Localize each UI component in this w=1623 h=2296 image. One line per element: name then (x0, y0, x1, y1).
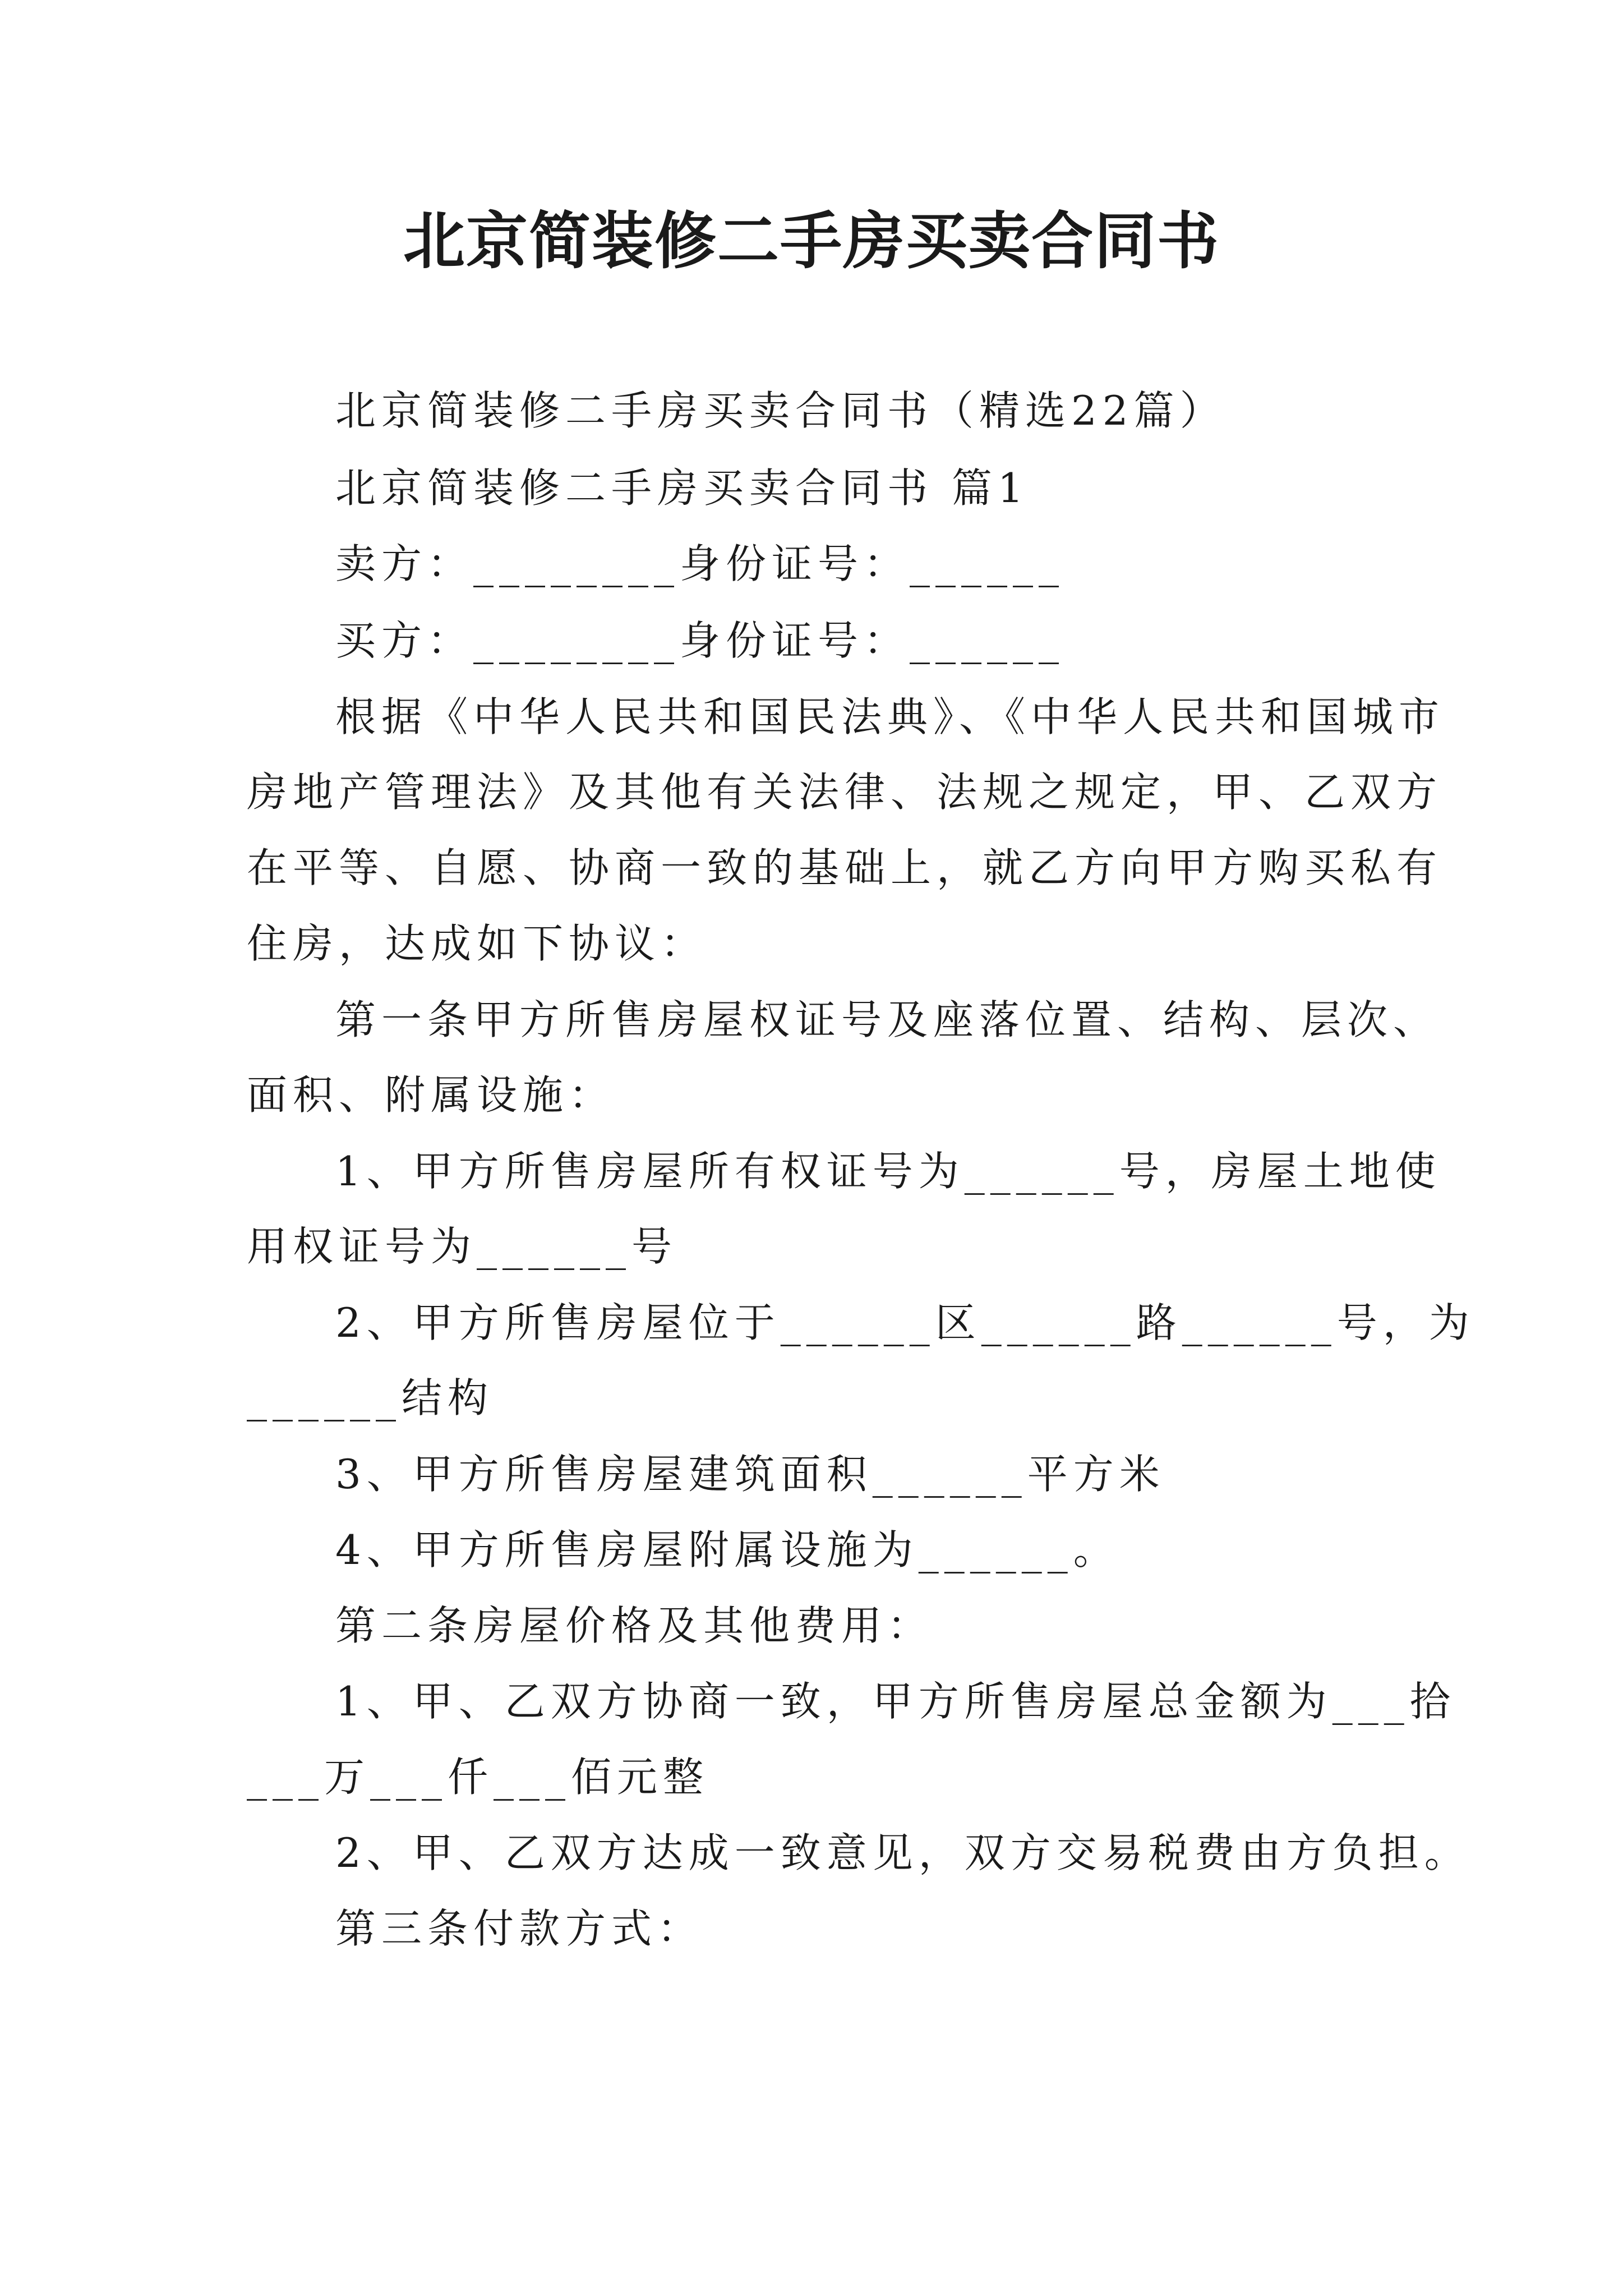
paragraph-line: 住房，达成如下协议： (247, 920, 707, 967)
section-heading: 北京简装修二手房买卖合同书 篇1 (335, 464, 1029, 512)
clause-line: 2、甲、乙双方达成一致意见，双方交易税费由方负担。 (335, 1829, 1470, 1876)
document-title: 北京简装修二手房买卖合同书 (403, 205, 1220, 277)
paragraph-line: 房地产管理法》及其他有关法律、法规之规定，甲、乙双方 (247, 769, 1443, 816)
article-heading: 第三条付款方式： (335, 1905, 704, 1952)
seller-line: 卖方：________身份证号：______ (335, 540, 1065, 587)
clause-line: 2、甲方所售房屋位于______区______路______号，为 (335, 1299, 1475, 1346)
document-subtitle: 北京简装修二手房买卖合同书（精选22篇） (335, 387, 1226, 434)
clause-line: 1、甲、乙双方协商一致，甲方所售房屋总金额为___拾 (335, 1678, 1456, 1725)
clause-line: 用权证号为______号 (247, 1223, 678, 1270)
clause-line: ___万___仟___佰元整 (247, 1754, 709, 1801)
clause-line: 3、甲方所售房屋建筑面积______平方米 (335, 1451, 1165, 1498)
paragraph-line: 在平等、自愿、协商一致的基础上，就乙方向甲方购买私有 (247, 844, 1443, 891)
paragraph-line: 根据《中华人民共和国民法典》、《中华人民共和国城市 (335, 693, 1445, 740)
article-heading: 第一条甲方所售房屋权证号及座落位置、结构、层次、 (335, 996, 1440, 1043)
article-heading: 第二条房屋价格及其他费用： (335, 1602, 934, 1649)
clause-line: 4、甲方所售房屋附属设施为______。 (335, 1526, 1119, 1573)
buyer-line: 买方：________身份证号：______ (335, 617, 1065, 664)
paragraph-line: 面积、附属设施： (247, 1071, 615, 1119)
clause-line: ______结构 (247, 1374, 494, 1421)
clause-line: 1、甲方所售房屋所有权证号为______号，房屋土地使 (335, 1148, 1441, 1195)
